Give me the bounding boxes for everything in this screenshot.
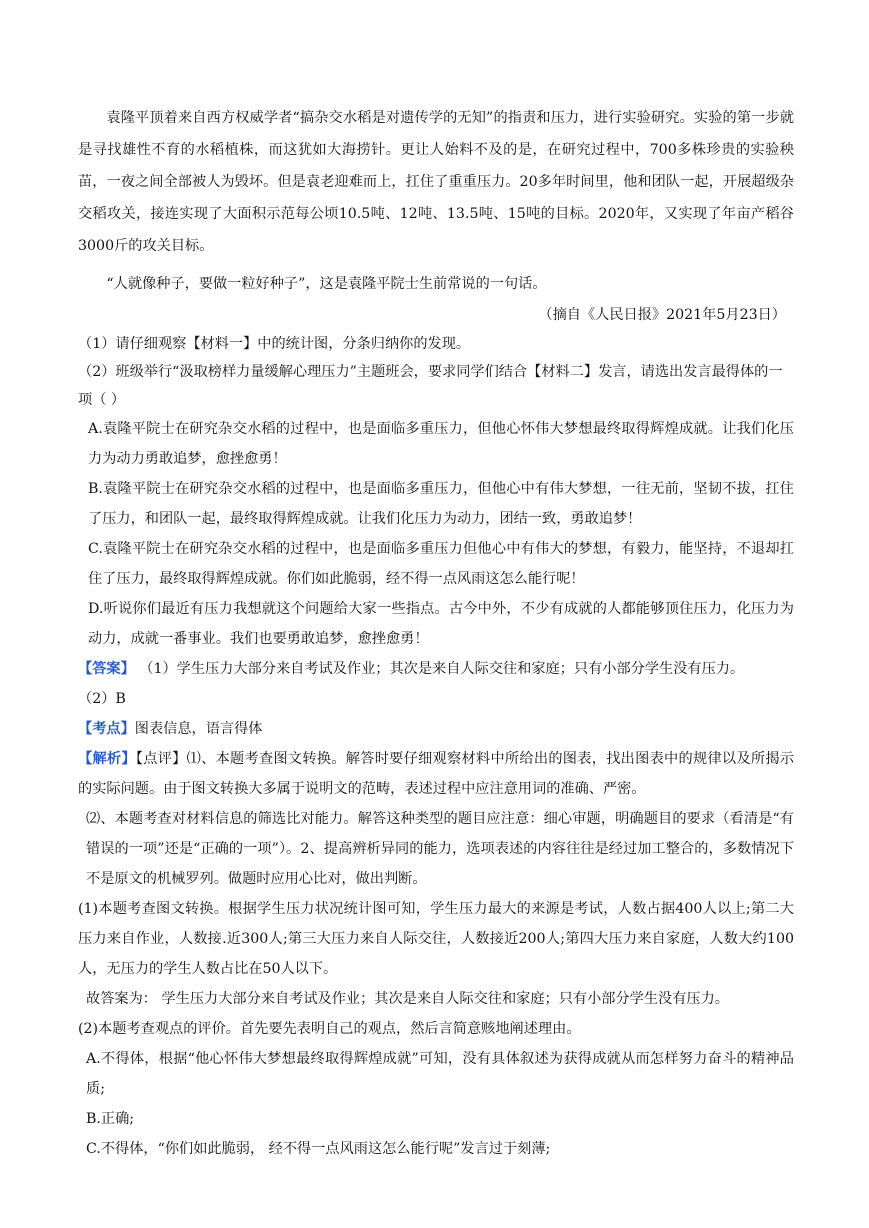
option-b: B.袁隆平院士在研究杂交水稻的过程中，也是面临多重压力，但他心中有伟大梦想，一往无前，坚韧不拔，扛住了压力，和团队一起，最终取得辉煌成就。让我们化压力为动力，团结一致，勇敢追梦！	[88, 481, 794, 527]
jiexi-paragraph-7: B.正确;	[86, 1111, 135, 1127]
jiexi-line	[78, 744, 794, 804]
material-paragraph: 袁隆平顶着来自西方权威学者“搞杂交水稻是对遗传学的无知”的指责和压力，进行实验研究。实验的第一步就是寻找雄性不育的水稻植株，而这犹如大海捞针。更让人始料不及的是，在研究过程中，700多株珍贵的实验秧苗，一夜之间全部被人为毁坏。但是袁老迎难而上，扛住了重重压力。20多年时间里，他和团队一起，开展超级杂交稻攻关，接连实现了大面积示范每公顷10.5吨、12吨、13.5吨、15吨的目标。2020年，又实现了年亩产稻谷3000斤的攻关目标。	[78, 110, 794, 254]
jiexi-paragraph-6: A.不得体，根据“他心怀伟大梦想最终取得辉煌成就”可知，没有具体叙述为获得成就从而怎样努力奋斗的精神品质;	[86, 1051, 794, 1097]
answer-1: （1）学生压力大部分来自考试及作业；其次是来自人际交往和家庭；只有小部分学生没有压力。	[139, 661, 745, 677]
jiexi-paragraph-5: (2)本题考查观点的评价。首先要先表明自己的观点，然后言简意赅地阐述理由。	[78, 1021, 581, 1037]
answer-line	[78, 654, 794, 684]
answer-2: （2）B	[78, 691, 126, 707]
jiexi-paragraph-2: ⑵、本题考查对材料信息的筛选比对能力。解答这种类型的题目应注意：细心审题，明确题目的要求（看清是“有错误的一项”还是“正确的一项”）。2、提高辨析异同的能力，选项表述的内容往往是经过加工整合的，多数情况下不是原文的机械罗列。做题时应用心比对，做出判断。	[86, 811, 794, 887]
option-c: C.袁隆平院士在研究杂交水稻的过程中，也是面临多重压力但他心中有伟大的梦想，有毅力，能坚持，不退却扛住了压力，最终取得辉煌成就。你们如此脆弱，经不得一点风雨这怎么能行呢！	[88, 541, 794, 587]
jiexi-dianping: 【点评】⑴、本题考查图文转换。解答时要仔细观察材料中所给出的图表，找出图表中的规律以及所揭示的实际问题。由于图文转换大多属于说明文的范畴，表述过程中应注意用词的准确、严密。	[78, 751, 794, 797]
jiexi-tag: 【解析】	[78, 751, 136, 767]
question-1: （1）请仔细观察【材料一】中的统计图，分条归纳你的发现。	[78, 336, 471, 352]
kaodian-tag: 【考点】	[78, 721, 135, 737]
document-page	[78, 102, 794, 1164]
option-a: A.袁隆平院士在研究杂交水稻的过程中，也是面临多重压力，但他心怀伟大梦想最终取得辉煌成就。让我们化压力为动力勇敢追梦，愈挫愈勇！	[88, 421, 794, 467]
source-citation: （摘自《人民日报》2021年5月23日）	[538, 307, 786, 323]
jiexi-paragraph-8: C.不得体，“你们如此脆弱， 经不得一点风雨这怎么能行呢”发言过于刻薄;	[86, 1141, 551, 1157]
kaodian-text: 图表信息，语言得体	[134, 721, 263, 737]
answer-tag: 【答案】	[78, 661, 135, 677]
jiexi-paragraph-3: (1)本题考查图文转换。根据学生压力状况统计图可知，学生压力最大的来源是考试，人数占据400人以上;第二大压力来自作业，人数接.近300人;第三大压力来自人际交往，人数接近200人;第四大压力来自家庭，人数大约100人，无压力的学生人数占比在50人以下。	[78, 901, 794, 977]
quote-paragraph: “人就像种子，要做一粒好种子”，这是袁隆平院士生前常说的一句话。	[106, 276, 547, 292]
kaodian-line	[78, 714, 794, 744]
jiexi-paragraph-4: 故答案为： 学生压力大部分来自考试及作业；其次是来自人际交往和家庭；只有小部分学生没有压力。	[86, 991, 729, 1007]
question-2: （2）班级举行“汲取榜样力量缓解心理压力”主题班会，要求同学们结合【材料二】发言，请选出发言最得体的一项（ ）	[78, 364, 783, 408]
option-d: D.听说你们最近有压力我想就这个问题给大家一些指点。古今中外，不少有成就的人都能够顶住压力，化压力为动力，成就一番事业。我们也要勇敢追梦，愈挫愈勇！	[88, 601, 794, 647]
